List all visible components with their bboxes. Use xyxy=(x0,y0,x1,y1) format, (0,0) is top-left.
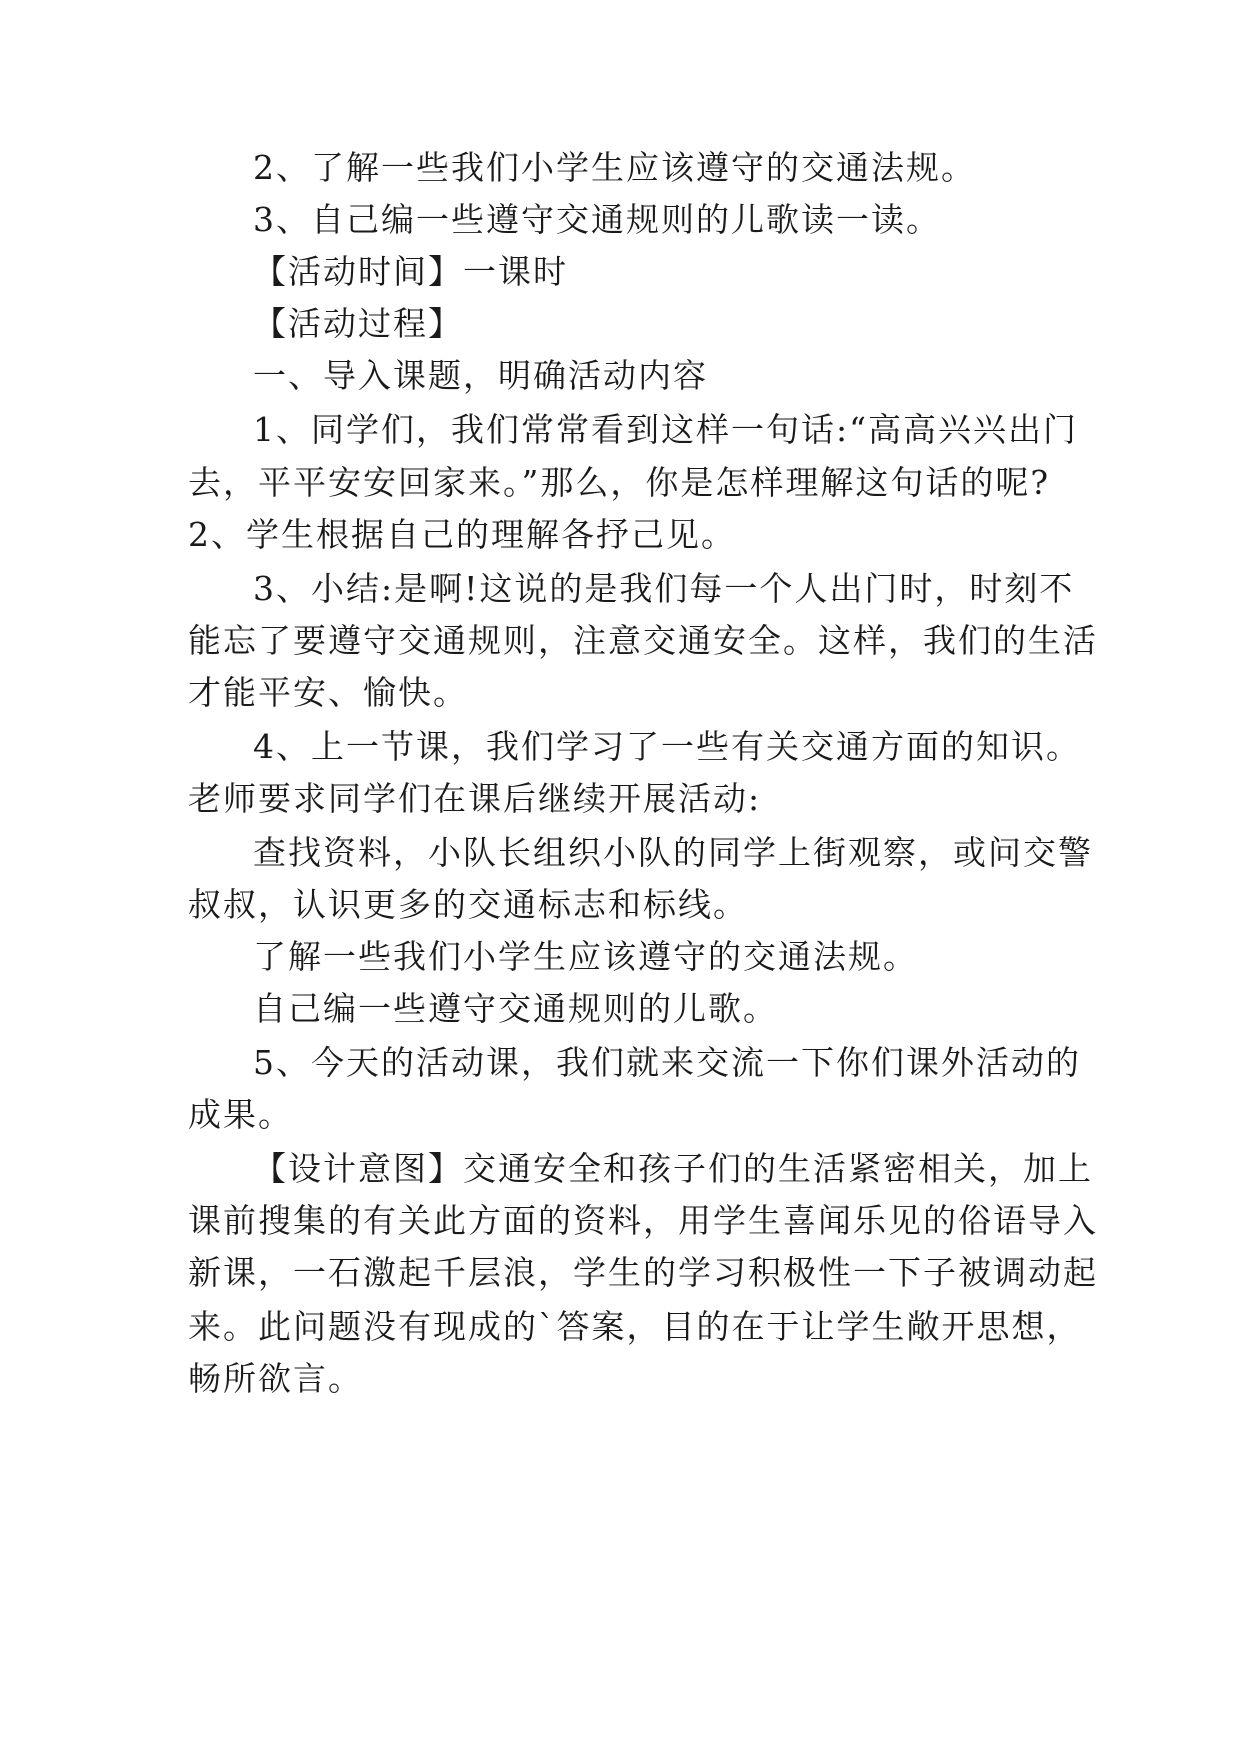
paragraph-line: 去，平平安安回家来。”那么，你是怎样理解这句话的呢? xyxy=(188,463,1051,502)
paragraph-line: 4、上一节课，我们学习了一些有关交通方面的知识。 xyxy=(253,727,1081,766)
paragraph-line: 老师要求同学们在课后继续开展活动: xyxy=(188,779,762,818)
section-heading: 【活动过程】 xyxy=(253,304,463,343)
paragraph-line: 新课，一石激起千层浪，学生的学习积极性一下子被调动起 xyxy=(188,1253,1098,1292)
paragraph-line: 2、了解一些我们小学生应该遵守的交通法规。 xyxy=(253,148,976,187)
paragraph-line: 课前搜集的有关此方面的资料，用学生喜闻乐见的俗语导入 xyxy=(188,1201,1098,1240)
paragraph-line: 【设计意图】交通安全和孩子们的生活紧密相关，加上 xyxy=(253,1149,1093,1188)
paragraph-line: 查找资料，小队长组织小队的同学上街观察，或问交警 xyxy=(253,833,1093,872)
paragraph-line: 3、自己编一些遵守交通规则的儿歌读一读。 xyxy=(253,200,941,239)
paragraph-line: 畅所欲言。 xyxy=(188,1359,363,1398)
paragraph-line: 才能平安、愉快。 xyxy=(188,673,468,712)
section-heading: 【活动时间】一课时 xyxy=(253,252,568,291)
paragraph-line: 5、今天的活动课，我们就来交流一下你们课外活动的 xyxy=(253,1043,1081,1082)
paragraph-line: 一、导入课题，明确活动内容 xyxy=(253,356,708,395)
paragraph-line: 成果。 xyxy=(188,1095,293,1134)
paragraph-line: 叔叔，认识更多的交通标志和标线。 xyxy=(188,885,748,924)
paragraph-line: 来。此问题没有现成的`答案，目的在于让学生敞开思想， xyxy=(188,1307,1082,1346)
paragraph-line: 1、同学们，我们常常看到这样一句话:“高高兴兴出门 xyxy=(253,410,1078,449)
paragraph-line: 2、学生根据自己的理解各抒己见。 xyxy=(188,515,736,554)
paragraph-line: 3、小结:是啊!这说的是我们每一个人出门时，时刻不 xyxy=(253,569,1075,608)
paragraph-line: 能忘了要遵守交通规则，注意交通安全。这样，我们的生活 xyxy=(188,621,1098,660)
paragraph-line: 自己编一些遵守交通规则的儿歌。 xyxy=(253,989,778,1028)
paragraph-line: 了解一些我们小学生应该遵守的交通法规。 xyxy=(253,937,918,976)
